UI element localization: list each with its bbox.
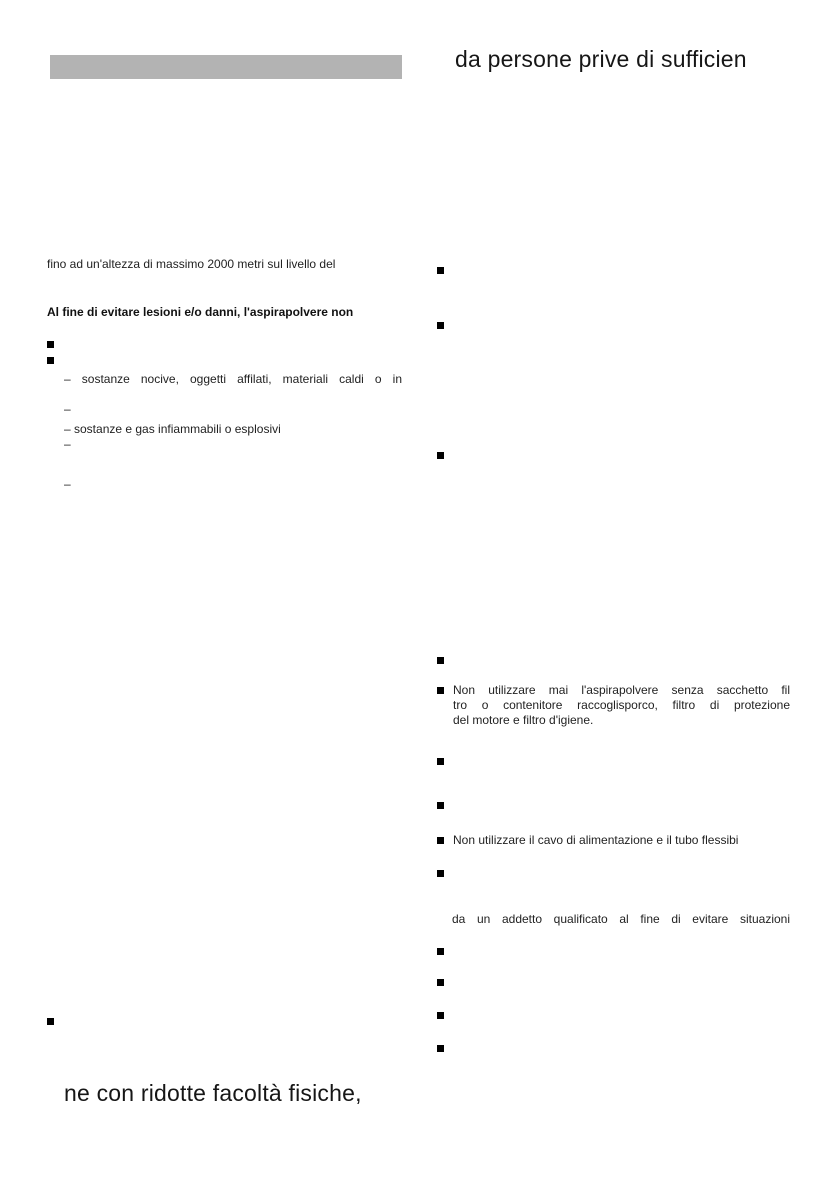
dash-item: – [64, 402, 71, 416]
footer-fragment: ne con ridotte facoltà fisiche, [64, 1080, 362, 1106]
bullet-icon [437, 452, 444, 459]
dash-item: – [64, 477, 71, 491]
redacted-header-bar [50, 55, 402, 79]
bullet-icon [437, 657, 444, 664]
filter-paragraph-line: tro o contenitore raccoglisporco, filtro di protezione [453, 698, 790, 712]
bullet-icon [437, 687, 444, 694]
bullet-icon [47, 341, 54, 348]
filter-paragraph-line: Non utilizzare mai l'aspirapolvere senza sacchetto fil [453, 683, 790, 697]
bullet-icon [437, 267, 444, 274]
qualified-line: da un addetto qualificato al fine di evitare situazioni [452, 912, 790, 926]
bullet-icon [437, 322, 444, 329]
bullet-icon [437, 802, 444, 809]
bullet-icon [437, 758, 444, 765]
bullet-icon [437, 837, 444, 844]
heading-fragment: da persone prive di sufficien [455, 46, 747, 72]
cable-line: Non utilizzare il cavo di alimentazione e il tubo flessibi [453, 833, 739, 847]
bullet-icon [437, 948, 444, 955]
bullet-icon [437, 979, 444, 986]
bullet-icon [437, 1012, 444, 1019]
warning-heading: Al fine di evitare lesioni e/o danni, l'aspirapolvere non [47, 305, 354, 319]
bullet-icon [437, 870, 444, 877]
filter-paragraph-line: del motore e filtro d'igiene. [453, 713, 594, 727]
bullet-icon [437, 1045, 444, 1052]
bullet-icon [47, 1018, 54, 1025]
bullet-icon [47, 357, 54, 364]
dash-item: – sostanze e gas infiammabili o esplosivi [64, 422, 281, 436]
dash-item: – [64, 437, 71, 451]
dash-item: – sostanze nocive, oggetti affilati, materiali caldi o in [64, 372, 402, 386]
altitude-line: fino ad un'altezza di massimo 2000 metri sul livello del [47, 257, 336, 271]
